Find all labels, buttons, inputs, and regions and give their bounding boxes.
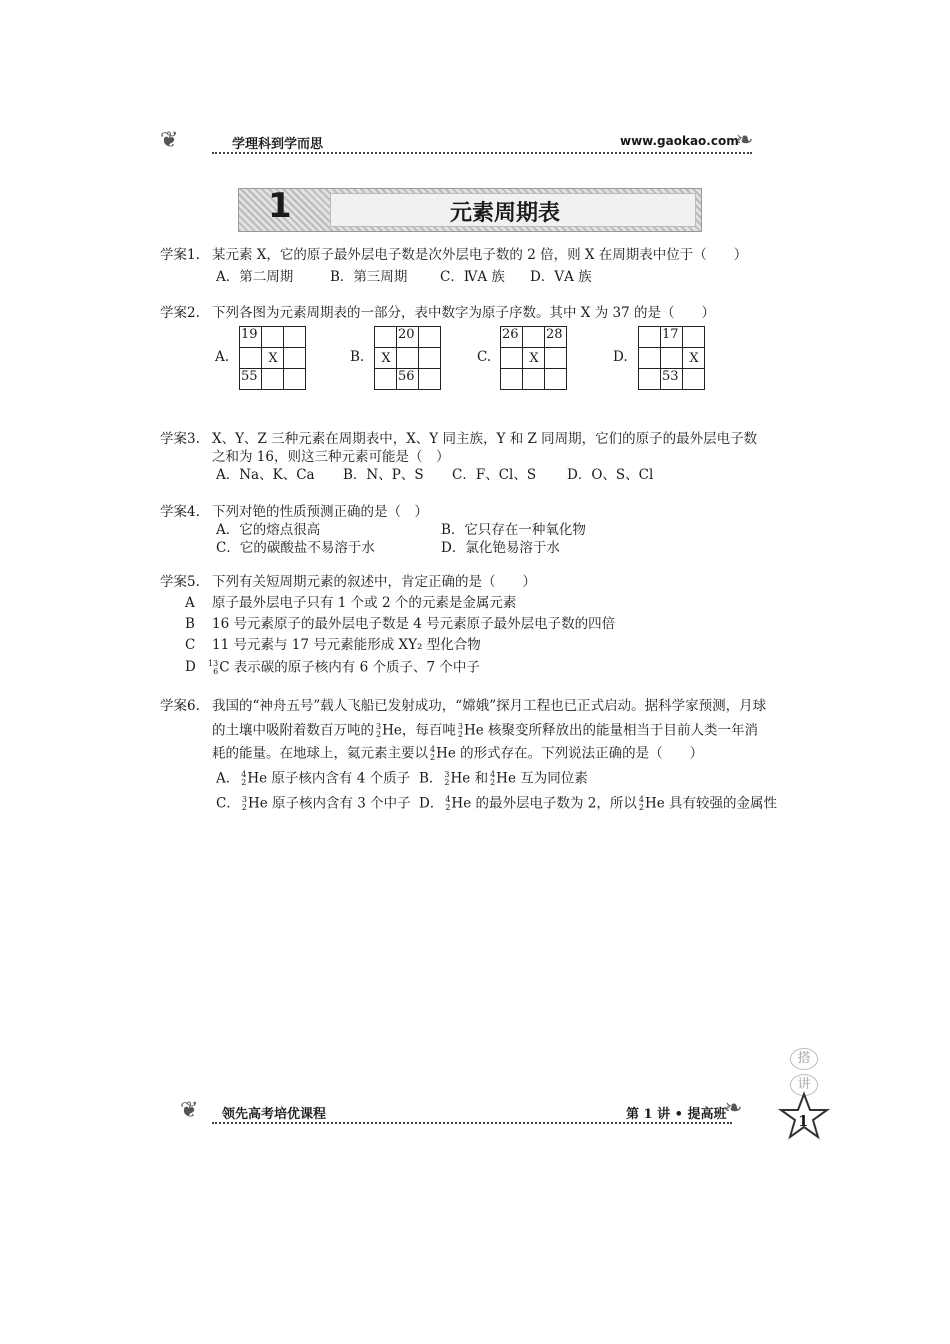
q3-label: 学案3. bbox=[160, 431, 200, 447]
right-flourish-ornament: ❧ bbox=[735, 128, 754, 153]
q2-grid-b bbox=[374, 326, 441, 390]
grid-cell bbox=[501, 369, 523, 390]
grid-cell bbox=[419, 348, 441, 369]
grid-cell bbox=[397, 348, 419, 369]
q5-option-d: 13 6 C 表示碳的原子核内有 6 个质子、7 个中子 bbox=[208, 659, 480, 676]
q5-option-b: 16 号元素原子的最外层电子数是 4 号元素原子最外层电子数的四倍 bbox=[212, 616, 616, 632]
q3-stem-line1: X、Y、Z 三种元素在周期表中，X、Y 同主族，Y 和 Z 同周期，它们的原子的最外层电子数 bbox=[212, 431, 758, 447]
grid-cell: 55 bbox=[240, 369, 262, 390]
q5-option-c: 11 号元素与 17 号元素能形成 XY₂ 型化合物 bbox=[212, 637, 481, 653]
grid-cell bbox=[639, 369, 661, 390]
q6-option-b: B． 3 2 He 和 4 2 He 互为同位素 bbox=[419, 770, 588, 787]
q3-option-a: A．Na、K、Ca bbox=[216, 467, 315, 483]
grid-cell bbox=[639, 327, 661, 348]
left-flourish-ornament: ❦ bbox=[160, 128, 179, 153]
q1-option-a: A．第二周期 bbox=[216, 269, 294, 285]
grid-cell bbox=[545, 348, 567, 369]
grid-cell bbox=[683, 327, 705, 348]
q5-letter-c: C bbox=[185, 637, 196, 653]
grid-cell bbox=[639, 348, 661, 369]
grid-cell bbox=[284, 348, 306, 369]
grid-cell: 20 bbox=[397, 327, 419, 348]
q4-option-c: C．它的碳酸盐不易溶于水 bbox=[216, 540, 375, 556]
grid-cell bbox=[683, 369, 705, 390]
side-mark-1: 搭 bbox=[790, 1048, 818, 1070]
q4-label: 学案4. bbox=[160, 504, 200, 520]
grid-cell bbox=[262, 369, 284, 390]
grid-cell: 28 bbox=[545, 327, 567, 348]
footer-lesson-info: 第 1 讲 • 提高班 bbox=[626, 1107, 727, 1122]
q2-grid-d bbox=[638, 326, 705, 390]
q5-label: 学案5. bbox=[160, 574, 200, 590]
grid-cell bbox=[419, 369, 441, 390]
q5-letter-d: D bbox=[185, 659, 196, 675]
grid-cell: X bbox=[375, 348, 397, 369]
footer-course-name: 领先高考培优课程 bbox=[222, 1107, 327, 1122]
carbon-isotope-notation: 13 6 bbox=[208, 659, 219, 676]
q4-option-a: A．它的熔点很高 bbox=[216, 522, 321, 538]
chapter-title: 元素周期表 bbox=[450, 201, 561, 226]
q5-letter-b: B bbox=[185, 616, 195, 632]
grid-cell: X bbox=[683, 348, 705, 369]
q6-line3: 耗的能量。在地球上，氦元素主要以 4 2 He 的形式存在。下列说法正确的是（ ） bbox=[212, 745, 704, 762]
grid-cell: 56 bbox=[397, 369, 419, 390]
q6-line1: 我国的“神舟五号”载人飞船已发射成功，“嫦娥”探月工程也已正式启动。据科学家预测，月球 bbox=[212, 698, 767, 714]
grid-cell bbox=[523, 327, 545, 348]
q4-option-b: B．它只存在一种氧化物 bbox=[441, 522, 586, 538]
q2-option-a-label: A. bbox=[215, 349, 230, 365]
q2-grid-c bbox=[500, 326, 567, 390]
q3-option-b: B．N、P、S bbox=[343, 467, 424, 483]
grid-cell bbox=[240, 348, 262, 369]
chapter-number: 1 bbox=[268, 186, 292, 226]
grid-cell bbox=[284, 327, 306, 348]
grid-cell bbox=[419, 327, 441, 348]
grid-cell bbox=[661, 348, 683, 369]
footer-right-ornament: ❧ bbox=[724, 1096, 743, 1121]
grid-cell bbox=[284, 369, 306, 390]
grid-cell: 19 bbox=[240, 327, 262, 348]
q1-option-b: B．第三周期 bbox=[330, 269, 408, 285]
grid-cell bbox=[545, 369, 567, 390]
header-website[interactable]: www.gaokao.com bbox=[620, 134, 739, 148]
q1-stem: 某元素 X，它的原子最外层电子数是次外层电子数的 2 倍，则 X 在周期表中位于（ ） bbox=[212, 247, 748, 263]
grid-cell: X bbox=[523, 348, 545, 369]
q4-option-d: D．氯化铯易溶于水 bbox=[441, 540, 560, 556]
q1-option-c: C．ⅣA 族 bbox=[440, 269, 505, 285]
grid-cell: 53 bbox=[661, 369, 683, 390]
q6-option-c: C． 3 2 He 原子核内含有 3 个中子 bbox=[216, 795, 411, 812]
q6-option-a: A． 4 2 He 原子核内含有 4 个质子 bbox=[216, 770, 411, 787]
q6-label: 学案6. bbox=[160, 698, 200, 714]
q2-label: 学案2. bbox=[160, 305, 200, 321]
grid-cell: 17 bbox=[661, 327, 683, 348]
q2-grid-a bbox=[239, 326, 306, 390]
q5-letter-a: A bbox=[185, 595, 195, 611]
q3-option-d: D．O、S、Cl bbox=[567, 467, 654, 483]
q2-stem: 下列各图为元素周期表的一部分，表中数字为原子序数。其中 X 为 37 的是（ ） bbox=[212, 305, 715, 321]
q3-stem-line2: 之和为 16，则这三种元素可能是（ ） bbox=[212, 449, 450, 465]
q3-option-c: C．F、Cl、S bbox=[452, 467, 537, 483]
q4-stem: 下列对铯的性质预测正确的是（ ） bbox=[212, 504, 428, 520]
q2-option-c-label: C. bbox=[477, 349, 492, 365]
grid-cell bbox=[375, 369, 397, 390]
q1-label: 学案1. bbox=[160, 247, 200, 263]
q2-option-d-label: D. bbox=[613, 349, 628, 365]
header-slogan: 学理科到学而思 bbox=[232, 137, 324, 152]
q6-line2: 的土壤中吸附着数百万吨的 3 2 He，每百吨 3 2 He 核聚变所释放出的能量相当于目前人类一年消 bbox=[212, 722, 759, 739]
q6-option-d: D． 4 2 He 的最外层电子数为 2，所以 4 2 He 具有较强的金属性 bbox=[419, 795, 778, 812]
header-divider bbox=[212, 152, 752, 154]
page-number: 1 bbox=[798, 1112, 809, 1130]
grid-cell bbox=[501, 348, 523, 369]
q2-option-b-label: B. bbox=[350, 349, 365, 365]
footer-divider bbox=[212, 1122, 732, 1124]
grid-cell: 26 bbox=[501, 327, 523, 348]
grid-cell bbox=[375, 327, 397, 348]
grid-cell bbox=[523, 369, 545, 390]
q5-stem: 下列有关短周期元素的叙述中，肯定正确的是（ ） bbox=[212, 574, 536, 590]
q1-option-d: D．ⅤA 族 bbox=[530, 269, 592, 285]
grid-cell bbox=[262, 327, 284, 348]
footer-left-ornament: ❦ bbox=[180, 1098, 199, 1123]
q5-option-a: 原子最外层电子只有 1 个或 2 个的元素是金属元素 bbox=[212, 595, 517, 611]
side-mark-2: 讲 bbox=[790, 1074, 818, 1096]
grid-cell: X bbox=[262, 348, 284, 369]
